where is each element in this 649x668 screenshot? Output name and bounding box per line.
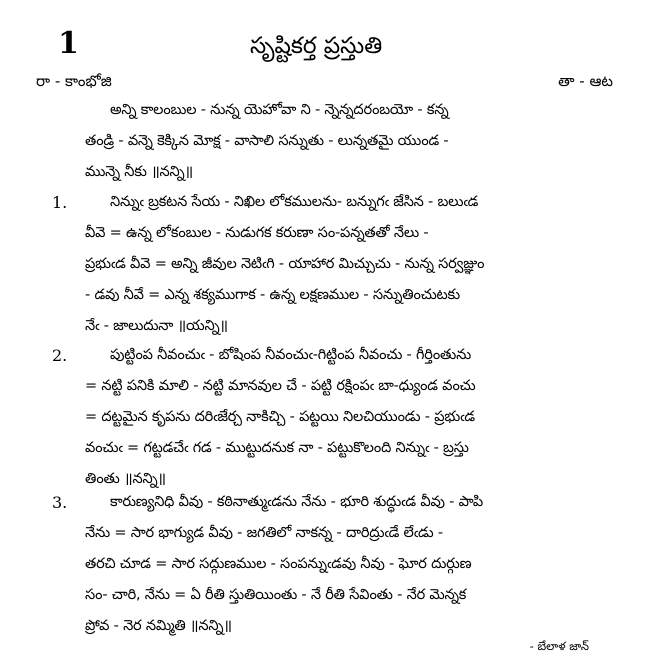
stanza-number: 2. bbox=[52, 346, 68, 365]
stanza-line: - డవు నీవే = ఎన్న శక్యముగాక - ఉన్న లక్షణముల - సన్నుతించుటకు bbox=[85, 287, 460, 303]
stanza-line: ప్రోవ - నెర నమ్మితి ॥నన్ని॥ bbox=[85, 618, 232, 634]
stanza-line: వీవె = ఉన్న లోకంబుల - నుడుగక కరుణా సం-పన్నతతో నేలు - bbox=[85, 225, 429, 241]
pallavi-line: అన్ని కాలంబుల - నున్న యెహోవా ని - న్నెన్నదరంబయో - కన్న bbox=[110, 102, 449, 118]
stanza-line: ప్రభుఁడ వీవె = అన్ని జీవుల నెటిఁగి - యాహార మిచ్చుచు - నున్న సర్వజ్ఞుం bbox=[85, 256, 485, 272]
author-credit: - బేలాళ జాన్ bbox=[529, 639, 589, 653]
stanza-line: = నట్టి పనికి మాలి - నట్టి మానవుల చే - పట్టి రక్షింపఁ బా-ధ్యుండ వంచు bbox=[85, 378, 476, 394]
stanza-number: 3. bbox=[52, 493, 68, 512]
stanza-line: తింతు ॥నన్ని॥ bbox=[85, 471, 166, 487]
stanza-line: కారుణ్యనిధి వీవు - కఠినాత్ముఁడను నేను - భూరి శుద్ధుఁడ వీవు - పాపి bbox=[110, 494, 483, 510]
pallavi-line: తండ్రి - వన్నె కెక్కిన మోక్ష - వాసాలి సన్నుతు - లున్నతమై యుండ - bbox=[85, 133, 449, 149]
stanza-number: 1. bbox=[52, 193, 68, 212]
stanza-line: = దట్టమైన కృపను దరిఁజేర్చ నాకిచ్చి - పట్టయి నిలచియుండు - ప్రభుఁడ bbox=[85, 409, 475, 425]
stanza-line: పుట్టింప నీవంచుఁ - బోషింప నీవంచుఁ-గిట్టింప నీవంచు - గీర్తింతును bbox=[110, 347, 472, 363]
stanza-line: నేను = సార భాగ్యుడ వీవు - జగతిలో నాకన్న - దారిద్రుఁడే లేఁడు - bbox=[85, 525, 443, 541]
song-title: సృష్టికర్త ప్రస్తుతి bbox=[250, 33, 383, 59]
stanza-line: వంచుఁ = గట్టడచేఁ గడ - ముట్టుదనుక నా - పట్టుకొలంది నిన్నుఁ - బ్రస్తు bbox=[85, 440, 469, 456]
stanza-line: నేఁ - జాలుదునా ॥యన్ని॥ bbox=[85, 318, 228, 334]
stanza-line: తరచి చూడ = సార సద్గుణముల - సంపన్నుఁడవు నీవు - ఘోర దుర్గుణ bbox=[85, 556, 472, 572]
song-number: 1 bbox=[58, 26, 79, 61]
stanza-line: సం- చారి, నేను = ఏ రీతి స్తుతియింతు - నే రీతి సేవింతు - నేర మెన్నక bbox=[85, 587, 467, 603]
pallavi-line: మున్నె నీకు ॥నన్ని॥ bbox=[85, 164, 193, 180]
stanza-line: నిన్నుఁ బ్రకటన సేయ - నిఖిల లోకములను- బన్నుగఁ జేసిన - బలుఁడ bbox=[110, 194, 479, 210]
tala-label: తా - ఆట bbox=[558, 72, 613, 90]
raga-label: రా - కాంభోజి bbox=[36, 72, 112, 90]
